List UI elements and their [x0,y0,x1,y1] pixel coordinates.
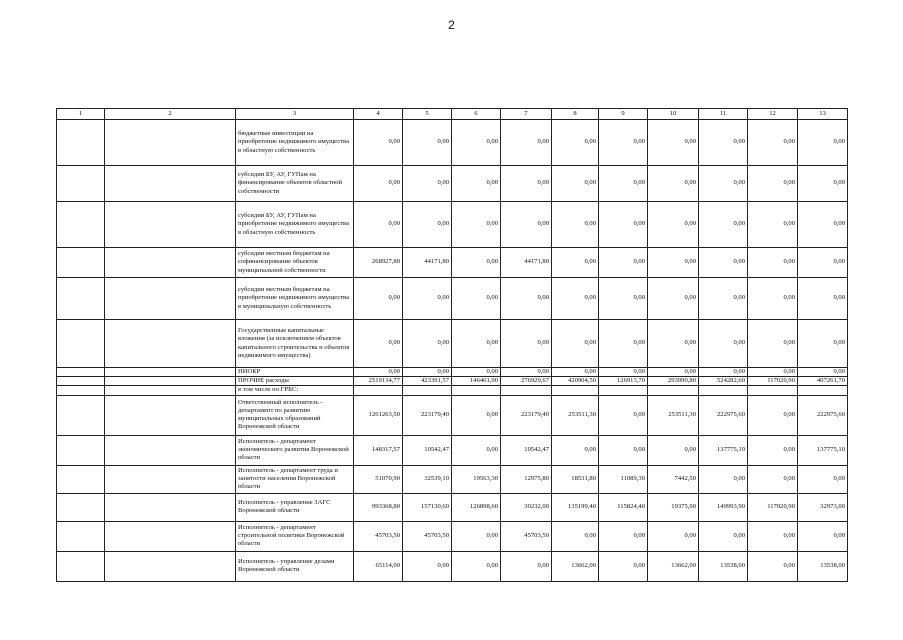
value-cell: 423391,57 [403,377,452,386]
value-cell: 0,00 [748,320,798,368]
value-cell: 0,00 [798,278,848,320]
row-description: субсидии местным бюджетам на приобретение недвижимого имущества в муниципальную собственность [236,278,354,320]
value-cell: 0,00 [403,368,452,377]
value-cell: 32973,00 [798,493,848,521]
value-cell: 0,00 [552,521,599,551]
value-cell: 0,00 [452,248,501,278]
value-cell: 0,00 [648,521,699,551]
row-description: в том числе по ГРБС: [236,386,354,395]
value-cell: 126913,70 [599,377,648,386]
value-cell: 0,00 [452,202,501,248]
empty-cell [57,278,105,320]
table-row [57,202,848,248]
value-cell: 0,00 [552,278,599,320]
empty-cell [105,465,236,493]
budget-table [56,108,848,582]
value-cell: 0,00 [699,320,748,368]
empty-cell [105,386,236,395]
table-row [57,493,848,521]
value-cell: 0,00 [354,278,403,320]
row-description: субсидии БУ, АУ, ГУПам на финансирование объектов областной собственности [236,166,354,202]
value-cell: 253511,30 [648,395,699,435]
empty-cell [105,166,236,202]
table-row [57,120,848,166]
column-header: 5 [403,109,452,120]
value-cell: 0,00 [798,465,848,493]
empty-cell [57,377,105,386]
column-header: 1 [57,109,105,120]
row-description: ПРОЧИЕ расходы [236,377,354,386]
header-row [57,109,848,120]
value-cell: 0,00 [403,551,452,581]
empty-cell [105,435,236,465]
row-description: Ответственный исполнитель - департамент по развитию муниципальных образований Воронежской области [236,395,354,435]
value-cell: 993368,80 [354,493,403,521]
column-header: 6 [452,109,501,120]
empty-cell [105,521,236,551]
value-cell: 13538,00 [699,551,748,581]
value-cell: 0,00 [452,120,501,166]
value-cell: 126898,60 [452,493,501,521]
value-cell: 0,00 [599,395,648,435]
value-cell: 1261263,50 [354,395,403,435]
value-cell: 0,00 [452,521,501,551]
value-cell [699,386,748,395]
value-cell: 0,00 [699,202,748,248]
value-cell: 0,00 [748,278,798,320]
value-cell: 253511,30 [552,395,599,435]
value-cell [798,386,848,395]
empty-cell [57,368,105,377]
row-description: субсидии местным бюджетам на софинансирование объектов муниципальной собственности [236,248,354,278]
value-cell: 19563,30 [452,465,501,493]
value-cell: 0,00 [648,368,699,377]
value-cell: 223179,40 [403,395,452,435]
value-cell: 148317,57 [354,435,403,465]
value-cell: 19375,00 [648,493,699,521]
value-cell: 0,00 [599,435,648,465]
value-cell: 0,00 [501,120,552,166]
value-cell: 223179,40 [501,395,552,435]
value-cell: 0,00 [748,435,798,465]
empty-cell [57,435,105,465]
row-description: НИОКР [236,368,354,377]
value-cell [648,386,699,395]
value-cell [599,386,648,395]
value-cell: 0,00 [452,278,501,320]
table-row [57,435,848,465]
value-cell: 0,00 [699,368,748,377]
table-row [57,248,848,278]
value-cell: 0,00 [452,166,501,202]
empty-cell [57,395,105,435]
empty-cell [57,166,105,202]
empty-cell [57,386,105,395]
column-header: 8 [552,109,599,120]
empty-cell [105,395,236,435]
value-cell: 115824,40 [599,493,648,521]
value-cell: 0,00 [452,395,501,435]
value-cell: 0,00 [354,120,403,166]
table-row [57,395,848,435]
value-cell: 420904,50 [552,377,599,386]
column-header: 12 [748,109,798,120]
value-cell: 10542,47 [501,435,552,465]
value-cell: 10542,47 [403,435,452,465]
empty-cell [57,465,105,493]
value-cell: 0,00 [798,368,848,377]
table-row [57,278,848,320]
empty-cell [57,120,105,166]
value-cell: 0,00 [599,202,648,248]
column-header: 11 [699,109,748,120]
empty-cell [57,551,105,581]
table-row [57,521,848,551]
empty-cell [105,368,236,377]
value-cell: 117020,90 [748,493,798,521]
value-cell: 0,00 [648,120,699,166]
value-cell: 2519134,77 [354,377,403,386]
value-cell: 407261,70 [798,377,848,386]
value-cell: 0,00 [501,551,552,581]
value-cell: 0,00 [798,120,848,166]
value-cell: 0,00 [748,166,798,202]
value-cell: 0,00 [798,248,848,278]
value-cell: 0,00 [452,435,501,465]
table-row [57,386,848,395]
empty-cell [57,202,105,248]
value-cell: 0,00 [354,368,403,377]
value-cell: 0,00 [501,278,552,320]
value-cell: 65114,00 [354,551,403,581]
value-cell: 0,00 [748,465,798,493]
value-cell: 0,00 [599,551,648,581]
value-cell: 11089,30 [599,465,648,493]
column-header: 4 [354,109,403,120]
value-cell: 44171,80 [501,248,552,278]
value-cell: 0,00 [798,166,848,202]
value-cell: 0,00 [699,521,748,551]
value-cell: 0,00 [452,320,501,368]
row-description: субсидии БУ, АУ, ГУПам на приобретение недвижимого имущества в областную собственность [236,202,354,248]
value-cell: 32539,10 [403,465,452,493]
value-cell: 0,00 [552,120,599,166]
value-cell: 0,00 [699,248,748,278]
column-header: 3 [236,109,354,120]
value-cell: 137775,10 [699,435,748,465]
value-cell: 0,00 [501,202,552,248]
value-cell: 45703,50 [403,521,452,551]
value-cell: 0,00 [552,435,599,465]
value-cell [354,386,403,395]
value-cell: 0,00 [648,248,699,278]
value-cell: 0,00 [699,465,748,493]
value-cell: 18531,80 [552,465,599,493]
column-header: 9 [599,109,648,120]
value-cell: 276929,67 [501,377,552,386]
row-description: Исполнитель - департамент строительной политики Воронежской области [236,521,354,551]
empty-cell [57,320,105,368]
value-cell: 0,00 [648,320,699,368]
empty-cell [57,493,105,521]
value-cell: 0,00 [403,166,452,202]
table-row [57,368,848,377]
value-cell: 0,00 [748,551,798,581]
empty-cell [105,320,236,368]
column-header: 7 [501,109,552,120]
empty-cell [105,248,236,278]
value-cell: 0,00 [648,202,699,248]
value-cell: 222975,60 [699,395,748,435]
empty-cell [57,521,105,551]
value-cell: 135199,40 [552,493,599,521]
value-cell: 0,00 [748,120,798,166]
value-cell: 268927,80 [354,248,403,278]
empty-cell [105,377,236,386]
row-description: Государственные капитальные вложения (за исключением объектов капитального строительства и объектов недвижимого имущества) [236,320,354,368]
column-header: 10 [648,109,699,120]
value-cell: 0,00 [699,166,748,202]
value-cell: 0,00 [501,320,552,368]
empty-cell [105,551,236,581]
table-row [57,465,848,493]
value-cell [552,386,599,395]
column-header: 2 [105,109,236,120]
table-row [57,551,848,581]
value-cell [748,386,798,395]
value-cell: 30232,00 [501,493,552,521]
row-description: Исполнитель - управление делами Воронежской области [236,551,354,581]
value-cell: 0,00 [552,248,599,278]
row-description: Исполнитель - управление ЗАГС Воронежской области [236,493,354,521]
value-cell: 0,00 [552,320,599,368]
value-cell: 13538,00 [798,551,848,581]
table-body [57,120,848,582]
value-cell: 0,00 [599,120,648,166]
value-cell: 146461,90 [452,377,501,386]
value-cell: 0,00 [452,368,501,377]
value-cell: 0,00 [599,521,648,551]
value-cell: 0,00 [354,202,403,248]
value-cell: 0,00 [599,248,648,278]
value-cell: 117020,90 [748,377,798,386]
value-cell: 524282,60 [699,377,748,386]
value-cell: 0,00 [354,166,403,202]
row-description: Исполнитель - департамент труда и занятости населения Воронежской области [236,465,354,493]
value-cell: 0,00 [748,248,798,278]
column-header: 13 [798,109,848,120]
value-cell: 0,00 [501,368,552,377]
value-cell: 0,00 [599,166,648,202]
value-cell: 222975,60 [798,395,848,435]
value-cell: 0,00 [648,435,699,465]
value-cell: 0,00 [403,120,452,166]
empty-cell [57,248,105,278]
table-row [57,166,848,202]
value-cell: 149993,90 [699,493,748,521]
table-row [57,320,848,368]
empty-cell [105,120,236,166]
value-cell: 13662,00 [552,551,599,581]
value-cell: 7442,50 [648,465,699,493]
value-cell [501,386,552,395]
value-cell: 0,00 [403,320,452,368]
value-cell: 0,00 [699,120,748,166]
page-number: 2 [448,18,455,32]
value-cell: 0,00 [599,278,648,320]
value-cell: 0,00 [403,202,452,248]
value-cell: 0,00 [798,521,848,551]
value-cell: 0,00 [599,368,648,377]
value-cell: 0,00 [354,320,403,368]
value-cell: 0,00 [552,166,599,202]
table-row [57,377,848,386]
value-cell: 0,00 [748,521,798,551]
value-cell [452,386,501,395]
value-cell: 51070,90 [354,465,403,493]
empty-cell [105,202,236,248]
value-cell: 0,00 [501,166,552,202]
value-cell: 13662,00 [648,551,699,581]
row-description: бюджетные инвестиции на приобретение недвижимого имущества в областную собственность [236,120,354,166]
value-cell: 0,00 [748,202,798,248]
row-description: Исполнитель - департамент экономического развития Воронежской области [236,435,354,465]
value-cell: 0,00 [552,368,599,377]
value-cell: 45703,50 [501,521,552,551]
value-cell: 0,00 [748,395,798,435]
value-cell: 293990,80 [648,377,699,386]
value-cell: 0,00 [699,278,748,320]
value-cell: 45703,50 [354,521,403,551]
value-cell: 0,00 [798,320,848,368]
value-cell: 137775,10 [798,435,848,465]
empty-cell [105,493,236,521]
value-cell: 44171,80 [403,248,452,278]
value-cell: 0,00 [403,278,452,320]
value-cell: 0,00 [648,166,699,202]
value-cell: 157130,60 [403,493,452,521]
value-cell: 0,00 [552,202,599,248]
value-cell: 0,00 [599,320,648,368]
empty-cell [105,278,236,320]
value-cell: 0,00 [748,368,798,377]
value-cell: 0,00 [648,278,699,320]
value-cell [403,386,452,395]
value-cell: 0,00 [452,551,501,581]
value-cell: 0,00 [798,202,848,248]
value-cell: 12975,80 [501,465,552,493]
